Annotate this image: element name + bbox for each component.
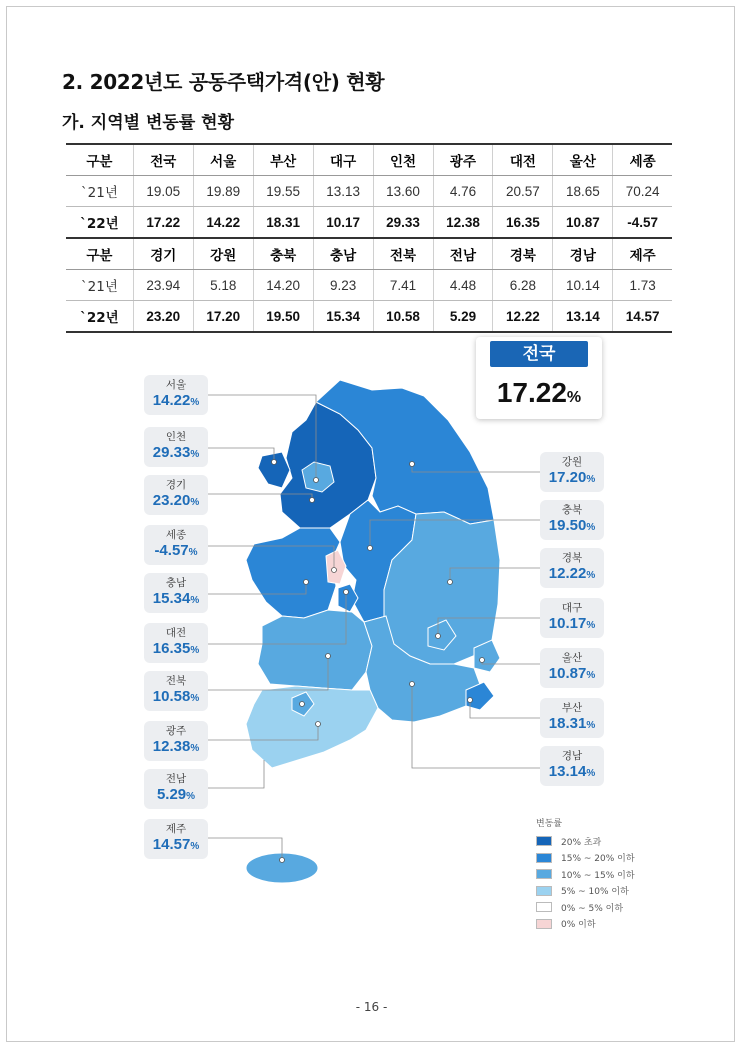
map-callout (144, 427, 208, 467)
legend-title: 변동률 (536, 819, 563, 829)
legend-swatch (536, 869, 552, 879)
callout-rate-value (144, 491, 208, 513)
rate-cell: 10.17 (313, 207, 373, 239)
callout-number: 13.14 (548, 763, 587, 780)
callout-unit: % (190, 841, 200, 852)
region-header: 강원 (193, 238, 253, 270)
national-value: 17.22% (496, 377, 582, 408)
callout-unit: % (186, 791, 196, 802)
legend-label: 0% ~ 5% 이하 (561, 903, 624, 914)
callout-number: 29.33 (152, 444, 191, 461)
rate-cell: -4.57 (613, 207, 672, 239)
region-header: 전국 (133, 144, 193, 176)
callout-unit: % (586, 768, 596, 779)
region-jeonnam (246, 686, 378, 768)
rate-cell: 7.41 (373, 270, 433, 301)
callout-rate-value (144, 541, 208, 563)
rate-cell: 13.60 (373, 176, 433, 207)
region-header: 대전 (493, 144, 553, 176)
callout-region-name: 경기 (165, 479, 187, 491)
rate-cell: 17.22 (133, 207, 193, 239)
callout-region-name: 부산 (561, 702, 583, 714)
region-header: 경북 (493, 238, 553, 270)
callout-unit: % (586, 570, 596, 581)
callout-rate-value (144, 737, 208, 759)
rate-cell: 19.50 (253, 301, 313, 333)
legend-swatch (536, 853, 552, 863)
callout-region-name: 경북 (561, 552, 583, 564)
callout-region-name: 강원 (561, 456, 583, 468)
callout-unit: % (190, 449, 200, 460)
callout-region-name: 충북 (561, 504, 583, 516)
region-jeonbuk (258, 610, 372, 690)
rate-cell: 13.14 (553, 301, 613, 333)
callout-region-name: 전북 (165, 675, 187, 687)
rate-cell: 4.76 (433, 176, 493, 207)
callout-number: 10.58 (152, 688, 191, 705)
rate-cell: 16.35 (493, 207, 553, 239)
rate-cell: 15.34 (313, 301, 373, 333)
callout-region-name: 울산 (561, 652, 583, 664)
callout-unit: % (586, 670, 596, 681)
callout-unit: % (190, 497, 200, 508)
rate-cell: 14.57 (613, 301, 672, 333)
region-header: 경남 (553, 238, 613, 270)
callout-region-name: 경남 (561, 750, 583, 762)
callout-number: 17.20 (548, 469, 587, 486)
callout-rate-value (144, 589, 208, 611)
year-label: `22년 (66, 207, 133, 239)
callout-region-name: 전남 (165, 773, 187, 785)
callout-rate-value (144, 391, 208, 413)
callout-region-name: 광주 (165, 725, 187, 737)
map-callout (540, 698, 604, 738)
region-header: 세종 (613, 144, 672, 176)
callout-unit: % (586, 474, 596, 485)
region-header: 서울 (193, 144, 253, 176)
national-rate-card (476, 337, 602, 419)
rate-cell: 19.55 (253, 176, 313, 207)
rate-cell: 23.20 (133, 301, 193, 333)
region-header: 전남 (433, 238, 493, 270)
legend-item (536, 899, 635, 916)
region-header: 충북 (253, 238, 313, 270)
rate-cell: 14.22 (193, 207, 253, 239)
callout-region-name: 대전 (165, 627, 187, 639)
callout-region-name: 세종 (165, 529, 187, 541)
legend-label: 10% ~ 15% 이하 (561, 870, 635, 881)
year-label: `22년 (66, 301, 133, 333)
map-callout (540, 500, 604, 540)
callout-number: 19.50 (548, 517, 587, 534)
legend-item (536, 833, 635, 850)
callout-rate-value (540, 762, 604, 784)
rate-cell: 18.31 (253, 207, 313, 239)
callout-number: 14.22 (152, 392, 191, 409)
callout-number: 10.87 (548, 665, 587, 682)
rate-cell: 6.28 (493, 270, 553, 301)
legend-label: 0% 이하 (561, 920, 596, 931)
map-callout (540, 746, 604, 786)
map-callout (144, 375, 208, 415)
callout-rate-value (144, 687, 208, 709)
legend-label: 5% ~ 10% 이하 (561, 887, 629, 898)
rate-cell: 10.58 (373, 301, 433, 333)
rate-cell: 20.57 (493, 176, 553, 207)
rate-cell: 12.38 (433, 207, 493, 239)
legend-swatch (536, 919, 552, 929)
callout-unit: % (586, 720, 596, 731)
rate-cell: 1.73 (613, 270, 672, 301)
region-header: 대구 (313, 144, 373, 176)
callout-rate-value (540, 468, 604, 490)
rate-cell: 23.94 (133, 270, 193, 301)
rate-cell: 19.05 (133, 176, 193, 207)
region-header: 충남 (313, 238, 373, 270)
legend-swatch (536, 902, 552, 912)
callout-number: 12.22 (548, 565, 587, 582)
callout-unit: % (190, 693, 200, 704)
region-header: 경기 (133, 238, 193, 270)
callout-rate-value (540, 564, 604, 586)
region-header: 부산 (253, 144, 313, 176)
callout-number: 15.34 (152, 590, 191, 607)
map-callout (144, 475, 208, 515)
rate-cell: 29.33 (373, 207, 433, 239)
legend-label: 20% 초과 (561, 837, 602, 848)
rate-cell: 5.18 (193, 270, 253, 301)
legend-item (536, 883, 635, 900)
region-header: 제주 (613, 238, 672, 270)
callout-number: 5.29 (156, 786, 187, 803)
callout-rate-value (540, 516, 604, 538)
callout-number: 16.35 (152, 640, 191, 657)
legend-label: 15% ~ 20% 이하 (561, 854, 635, 865)
rate-cell: 17.20 (193, 301, 253, 333)
callout-rate-value (540, 664, 604, 686)
subsection-heading: 가. 지역별 변동률 현황 (62, 113, 235, 133)
legend-item (536, 916, 635, 933)
section-heading: 2. 2022년도 공동주택가격(안) 현황 (62, 70, 385, 94)
national-label: 전국 (490, 341, 588, 367)
callout-region-name: 제주 (165, 823, 187, 835)
callout-number: 12.38 (152, 738, 191, 755)
map-callout (144, 573, 208, 613)
map-legend (536, 816, 635, 932)
callout-rate-value (144, 443, 208, 465)
map-callout (144, 819, 208, 859)
map-callout (144, 721, 208, 761)
map-callout (540, 452, 604, 492)
callout-number: 23.20 (152, 492, 191, 509)
map-callout (144, 671, 208, 711)
legend-item (536, 866, 635, 883)
callout-rate-value (540, 614, 604, 636)
callout-rate-value (540, 714, 604, 736)
region-header: 광주 (433, 144, 493, 176)
rate-cell: 70.24 (613, 176, 672, 207)
year-label: `21년 (66, 176, 133, 207)
rate-cell: 10.14 (553, 270, 613, 301)
callout-unit: % (586, 620, 596, 631)
map-callout (144, 769, 208, 809)
callout-rate-value (144, 639, 208, 661)
rate-cell: 4.48 (433, 270, 493, 301)
callout-rate-value (144, 835, 208, 857)
callout-number: 18.31 (548, 715, 587, 732)
legend-item (536, 850, 635, 867)
table-header-label: 구분 (66, 144, 133, 176)
map-callout (540, 598, 604, 638)
rate-cell: 12.22 (493, 301, 553, 333)
callout-region-name: 대구 (561, 602, 583, 614)
map-callout (540, 648, 604, 688)
page-number: - 16 - (355, 1000, 388, 1014)
callout-region-name: 서울 (165, 379, 187, 391)
callout-number: -4.57 (154, 542, 189, 559)
region-header: 울산 (553, 144, 613, 176)
map-callout (540, 548, 604, 588)
region-chungnam (246, 528, 340, 618)
callout-number: 14.57 (152, 836, 191, 853)
rate-cell: 14.20 (253, 270, 313, 301)
callout-unit: % (190, 743, 200, 754)
map-callout (144, 525, 208, 565)
rate-cell: 10.87 (553, 207, 613, 239)
rate-cell: 18.65 (553, 176, 613, 207)
year-label: `21년 (66, 270, 133, 301)
rate-cell: 19.89 (193, 176, 253, 207)
map-callout (144, 623, 208, 663)
callout-region-name: 충남 (165, 577, 187, 589)
legend-swatch (536, 836, 552, 846)
callout-unit: % (190, 645, 200, 656)
rate-cell: 5.29 (433, 301, 493, 333)
rate-cell: 13.13 (313, 176, 373, 207)
legend-swatch (536, 886, 552, 896)
callout-rate-value (144, 785, 208, 807)
region-header: 전북 (373, 238, 433, 270)
callout-unit: % (188, 547, 198, 558)
callout-region-name: 인천 (165, 431, 187, 443)
callout-unit: % (190, 595, 200, 606)
callout-unit: % (190, 397, 200, 408)
callout-unit: % (586, 522, 596, 533)
callout-number: 10.17 (548, 615, 587, 632)
rate-cell: 9.23 (313, 270, 373, 301)
table-header-label: 구분 (66, 238, 133, 270)
region-header: 인천 (373, 144, 433, 176)
